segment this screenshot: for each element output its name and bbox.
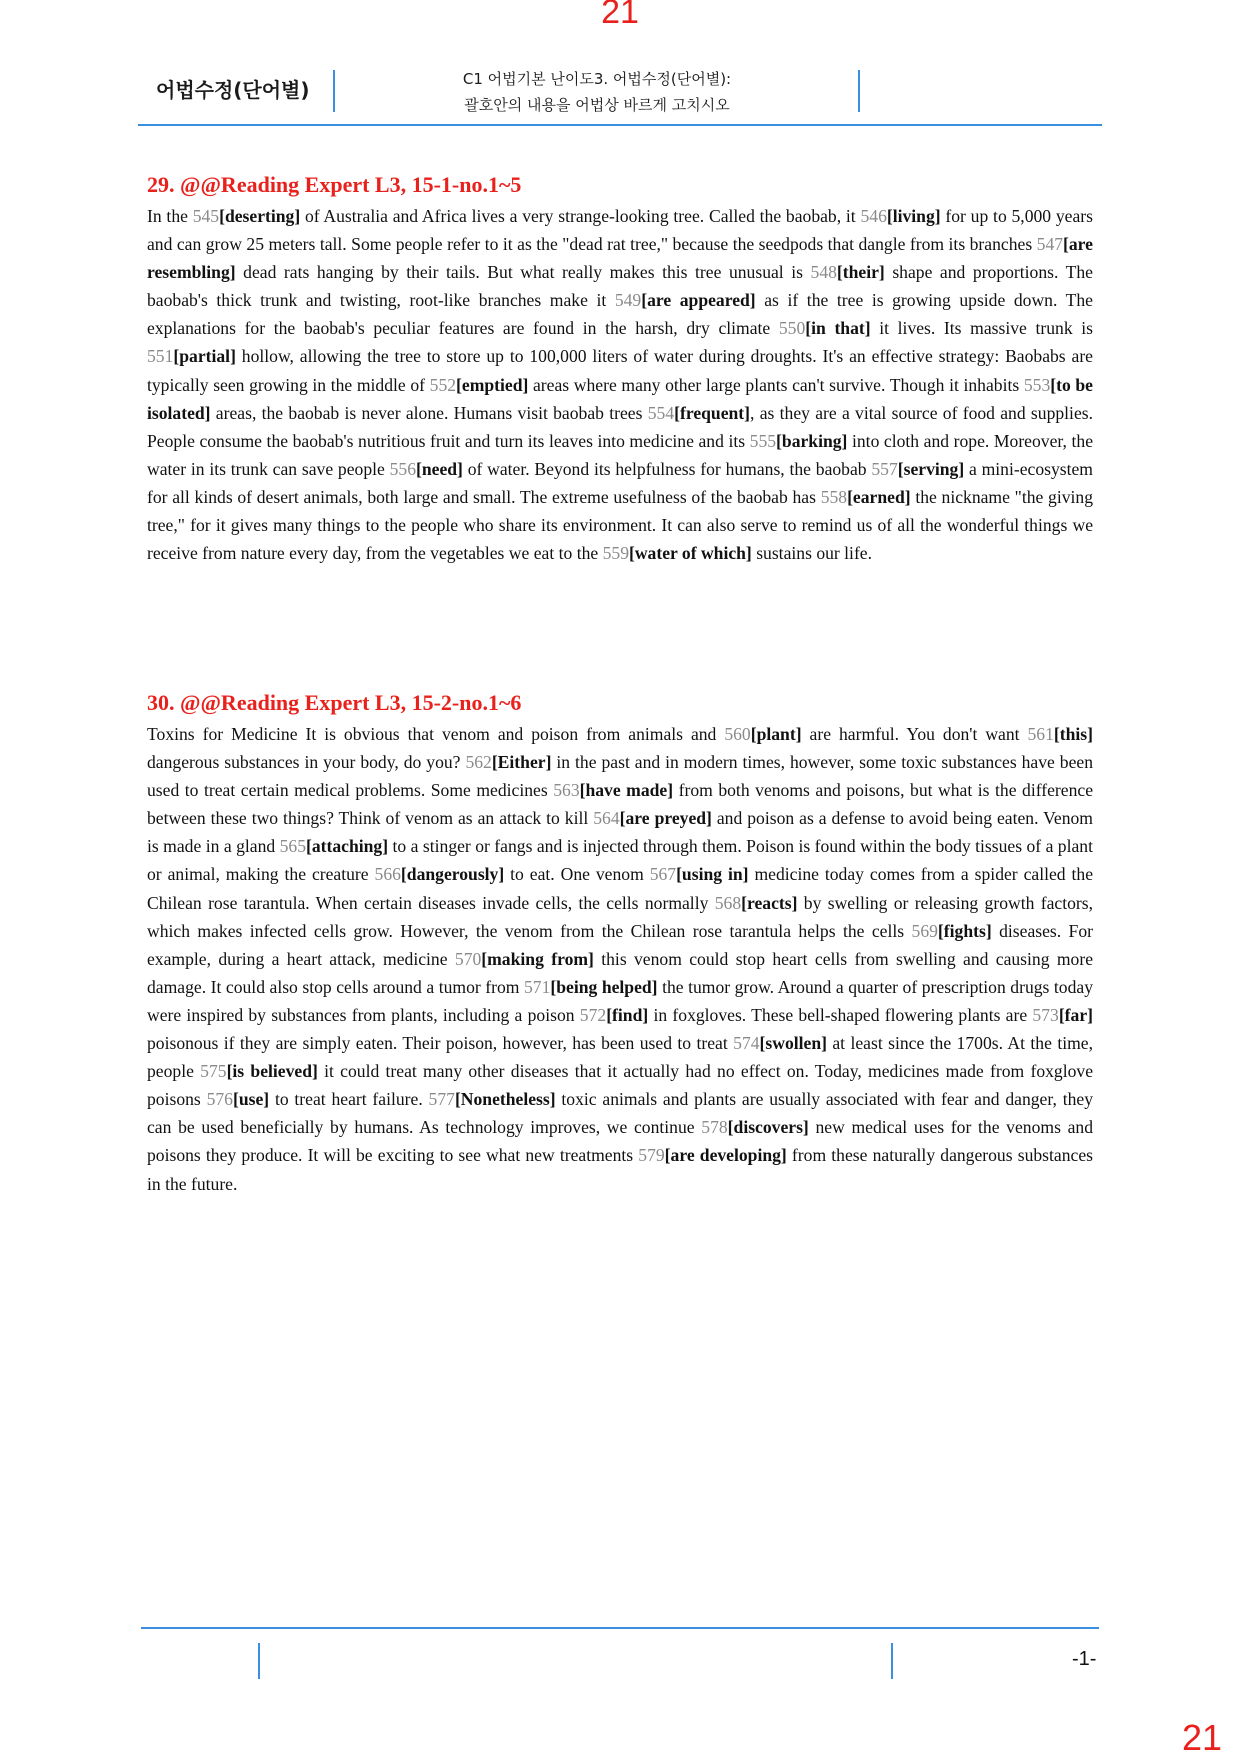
bracketed-blank: [using in] <box>676 864 749 885</box>
passage-fragment: toxic animals and plants are usually associated with fear and danger, they can be used beneficially by humans. As technology improves, we continue <box>147 1089 1093 1138</box>
page-number-top: 21 <box>601 0 639 31</box>
blank-number: 563 <box>553 780 580 801</box>
header-divider-right <box>858 70 860 112</box>
bracketed-blank: [emptied] <box>456 374 529 395</box>
passage-fragment: and poison as a defense to avoid being eaten. Venom is made in a gland <box>147 808 1093 857</box>
bracketed-blank: [attaching] <box>306 836 389 857</box>
passage-fragment: to eat. One venom <box>504 864 650 885</box>
header-left-title: 어법수정(단어별) <box>156 78 310 102</box>
blank-number: 574 <box>733 1033 760 1054</box>
bracketed-blank: [fights] <box>937 920 992 941</box>
bracketed-blank: [barking] <box>776 430 848 451</box>
passage-fragment: as if the tree is growing upside down. The explanations for the baobab's peculiar features are found in the harsh, dry climate <box>147 290 1093 339</box>
footer-rule <box>141 1627 1099 1629</box>
blank-number: 546 <box>860 206 887 226</box>
blank-number: 576 <box>206 1089 233 1110</box>
bracketed-blank: [Nonetheless] <box>454 1089 556 1110</box>
blank-number: 577 <box>428 1089 455 1110</box>
passage-fragment: into cloth and rope. Moreover, the water in its trunk can save people <box>147 430 1094 479</box>
bracketed-blank: [have made] <box>579 780 674 801</box>
bracketed-blank: [to be isolated] <box>147 374 1093 423</box>
header-divider-left <box>333 70 335 112</box>
blank-number: 570 <box>454 948 482 969</box>
passage-fragment: medicine today comes from a spider called the Chilean rose tarantula. When certain diseases invade cells, the cells normally <box>147 864 1094 913</box>
passage-text <box>147 720 1093 1198</box>
passage-fragment: the tumor grow. Around a quarter of prescription drugs today were inspired by substances from plants, including a poison <box>147 976 1093 1025</box>
header-center-line2: 괄호안의 내용을 어법상 바르게 고치시오 <box>464 96 730 114</box>
page-header <box>138 62 1102 126</box>
passage-fragment: the nickname "the giving tree," for it gives many things to the people who share its environment. It can also serve to remind us of all the wonderful things we receive from nature every day, from the vegetables we eat to the <box>147 486 1093 564</box>
footer-page-label: -1- <box>1072 1648 1097 1670</box>
passage-fragment: it could treat many other diseases that it actually had no effect on. Today, medicines made from foxglove poisons <box>147 1061 1094 1110</box>
footer-divider-right <box>891 1643 893 1679</box>
bracketed-blank: [far] <box>1058 1004 1093 1025</box>
bracketed-blank: [water of which] <box>628 543 752 564</box>
passage-fragment: In the <box>147 206 193 226</box>
blank-number: 564 <box>593 808 620 829</box>
blank-number: 549 <box>614 290 642 311</box>
blank-number: 550 <box>778 318 806 339</box>
bracketed-blank: [need] <box>416 458 463 479</box>
passage-fragment: hollow, allowing the tree to store up to 100,000 liters of water during droughts. It's an effective strategy: Baobabs are typically seen growing in the middle of <box>147 346 1093 395</box>
page-number-corner: 21 <box>1181 1717 1222 1758</box>
blank-number: 566 <box>374 864 401 885</box>
bracketed-blank: [serving] <box>897 458 965 479</box>
blank-number: 552 <box>429 374 457 395</box>
passage-fragment: new medical uses for the venoms and poisons they produce. It will be exciting to see what new treatments <box>147 1117 1093 1166</box>
blank-number: 556 <box>389 458 416 479</box>
blank-number: 555 <box>749 430 777 451</box>
blank-number: 571 <box>523 976 551 997</box>
bracketed-blank: [are preyed] <box>619 808 712 829</box>
bracketed-blank: [discovers] <box>727 1117 809 1138</box>
bracketed-blank: [plant] <box>750 724 802 744</box>
passage-fragment: are harmful. You don't want <box>801 724 1028 744</box>
bracketed-blank: [making from] <box>481 948 594 969</box>
passage-fragment: in the past and in modern times, however, some toxic substances have been used to treat certain medical problems. Some medicines <box>147 752 1093 801</box>
blank-number: 545 <box>192 206 220 226</box>
blank-number: 557 <box>871 458 898 479</box>
blank-number: 558 <box>820 486 848 507</box>
blank-number: 572 <box>579 1004 607 1025</box>
question-section-29 <box>147 170 1093 567</box>
blank-number: 573 <box>1032 1004 1059 1025</box>
bracketed-blank: [living] <box>886 206 941 226</box>
bracketed-blank: [is believed] <box>226 1061 318 1082</box>
passage-fragment: shape and proportions. The baobab's thick trunk and twisting, root-like branches make it <box>147 262 1093 311</box>
passage-fragment: this venom could stop heart cells from swelling and causing more damage. It could also stop cells around a tumor from <box>147 948 1094 997</box>
blank-number: 561 <box>1027 724 1054 744</box>
passage-fragment: it lives. Its massive trunk is <box>870 318 1094 339</box>
blank-number: 579 <box>638 1145 665 1166</box>
bracketed-blank: [in that] <box>805 318 871 339</box>
passage-fragment: for up to 5,000 years and can grow 25 meters tall. Some people refer to it as the "dead rat tree," because the seedpods that dangle from its branches <box>147 206 1093 255</box>
footer-divider-left <box>258 1643 260 1679</box>
bracketed-blank: [reacts] <box>741 892 798 913</box>
passage-fragment: of Australia and Africa lives a very strange-looking tree. Called the baobab, it <box>300 206 861 226</box>
blank-number: 554 <box>647 402 675 423</box>
blank-number: 567 <box>649 864 677 885</box>
bracketed-blank: [being helped] <box>550 976 658 997</box>
passage-fragment: areas where many other large plants can't survive. Though it inhabits <box>528 374 1024 395</box>
blank-number: 565 <box>279 836 306 857</box>
passage-fragment: from these naturally dangerous substances in the future. <box>147 1145 1093 1194</box>
header-center-title <box>338 66 856 118</box>
blank-number: 578 <box>701 1117 728 1138</box>
bracketed-blank: [are resembling] <box>147 234 1093 283</box>
passage-fragment: poisonous if they are simply eaten. Their poison, however, has been used to treat <box>147 1033 734 1054</box>
blank-number: 553 <box>1023 374 1051 395</box>
blank-number: 562 <box>465 752 492 773</box>
passage-fragment: of water. Beyond its helpfulness for humans, the baobab <box>462 458 872 479</box>
passage-fragment: to treat heart failure. <box>269 1089 429 1110</box>
bracketed-blank: [use] <box>232 1089 270 1110</box>
bracketed-blank: [earned] <box>847 486 911 507</box>
blank-number: 559 <box>602 543 629 564</box>
passage-fragment: sustains our life. <box>751 543 873 564</box>
blank-number: 548 <box>810 262 837 283</box>
passage-fragment: areas, the baobab is never alone. Humans visit baobab trees <box>210 402 648 423</box>
passage-fragment: a mini-ecosystem for all kinds of desert animals, both large and small. The extreme usefulness of the baobab has <box>147 458 1093 507</box>
passage-fragment: from both venoms and poisons, but what is the difference between these two things? Think of venom as an attack to kill <box>147 780 1094 829</box>
bracketed-blank: [are developing] <box>664 1145 787 1166</box>
blank-number: 568 <box>714 892 742 913</box>
question-section-30 <box>147 688 1093 1198</box>
bracketed-blank: [are appeared] <box>641 290 756 311</box>
passage-fragment: by swelling or releasing growth factors, which makes infected cells grow. However, the venom from the Chilean rose tarantula helps the cells <box>147 892 1093 941</box>
passage-fragment: in foxgloves. These bell-shaped flowering plants are <box>648 1004 1033 1025</box>
header-center-line1: C1 어법기본 난이도3. 어법수정(단어별): <box>462 70 732 88</box>
passage-fragment: dead rats hanging by their tails. But what really makes this tree unusual is <box>235 262 811 283</box>
bracketed-blank: [swollen] <box>759 1033 827 1054</box>
bracketed-blank: [this] <box>1053 724 1093 744</box>
section-title: 29. @@Reading Expert L3, 15-1-no.1~5 <box>147 172 522 197</box>
passage-fragment: dangerous substances in your body, do you? <box>147 752 466 773</box>
passage-text <box>147 202 1093 567</box>
bracketed-blank: [find] <box>606 1004 649 1025</box>
bracketed-blank: [dangerously] <box>400 864 505 885</box>
blank-number: 575 <box>200 1061 227 1082</box>
passage-fragment: to a stinger or fangs and is injected through them. Poison is found within the body tissues of a plant or animal, making the creature <box>147 836 1093 885</box>
bracketed-blank: [deserting] <box>219 206 301 226</box>
passage-fragment: at least since the 1700s. At the time, people <box>147 1033 1093 1082</box>
bracketed-blank: [partial] <box>173 346 236 367</box>
passage-fragment: , as they are a vital source of food and supplies. People consume the baobab's nutritious fruit and turn its leaves into medicine and its <box>147 402 1094 451</box>
blank-number: 569 <box>911 920 938 941</box>
blank-number: 547 <box>1036 234 1064 255</box>
blank-number: 560 <box>724 724 751 744</box>
blank-number: 551 <box>147 346 174 367</box>
bracketed-blank: [Either] <box>491 752 552 773</box>
section-title: 30. @@Reading Expert L3, 15-2-no.1~6 <box>147 690 522 715</box>
passage-fragment: diseases. For example, during a heart attack, medicine <box>147 920 1093 969</box>
bracketed-blank: [frequent] <box>674 402 751 423</box>
passage-fragment: Toxins for Medicine It is obvious that venom and poison from animals and <box>147 724 725 744</box>
bracketed-blank: [their] <box>836 262 885 283</box>
